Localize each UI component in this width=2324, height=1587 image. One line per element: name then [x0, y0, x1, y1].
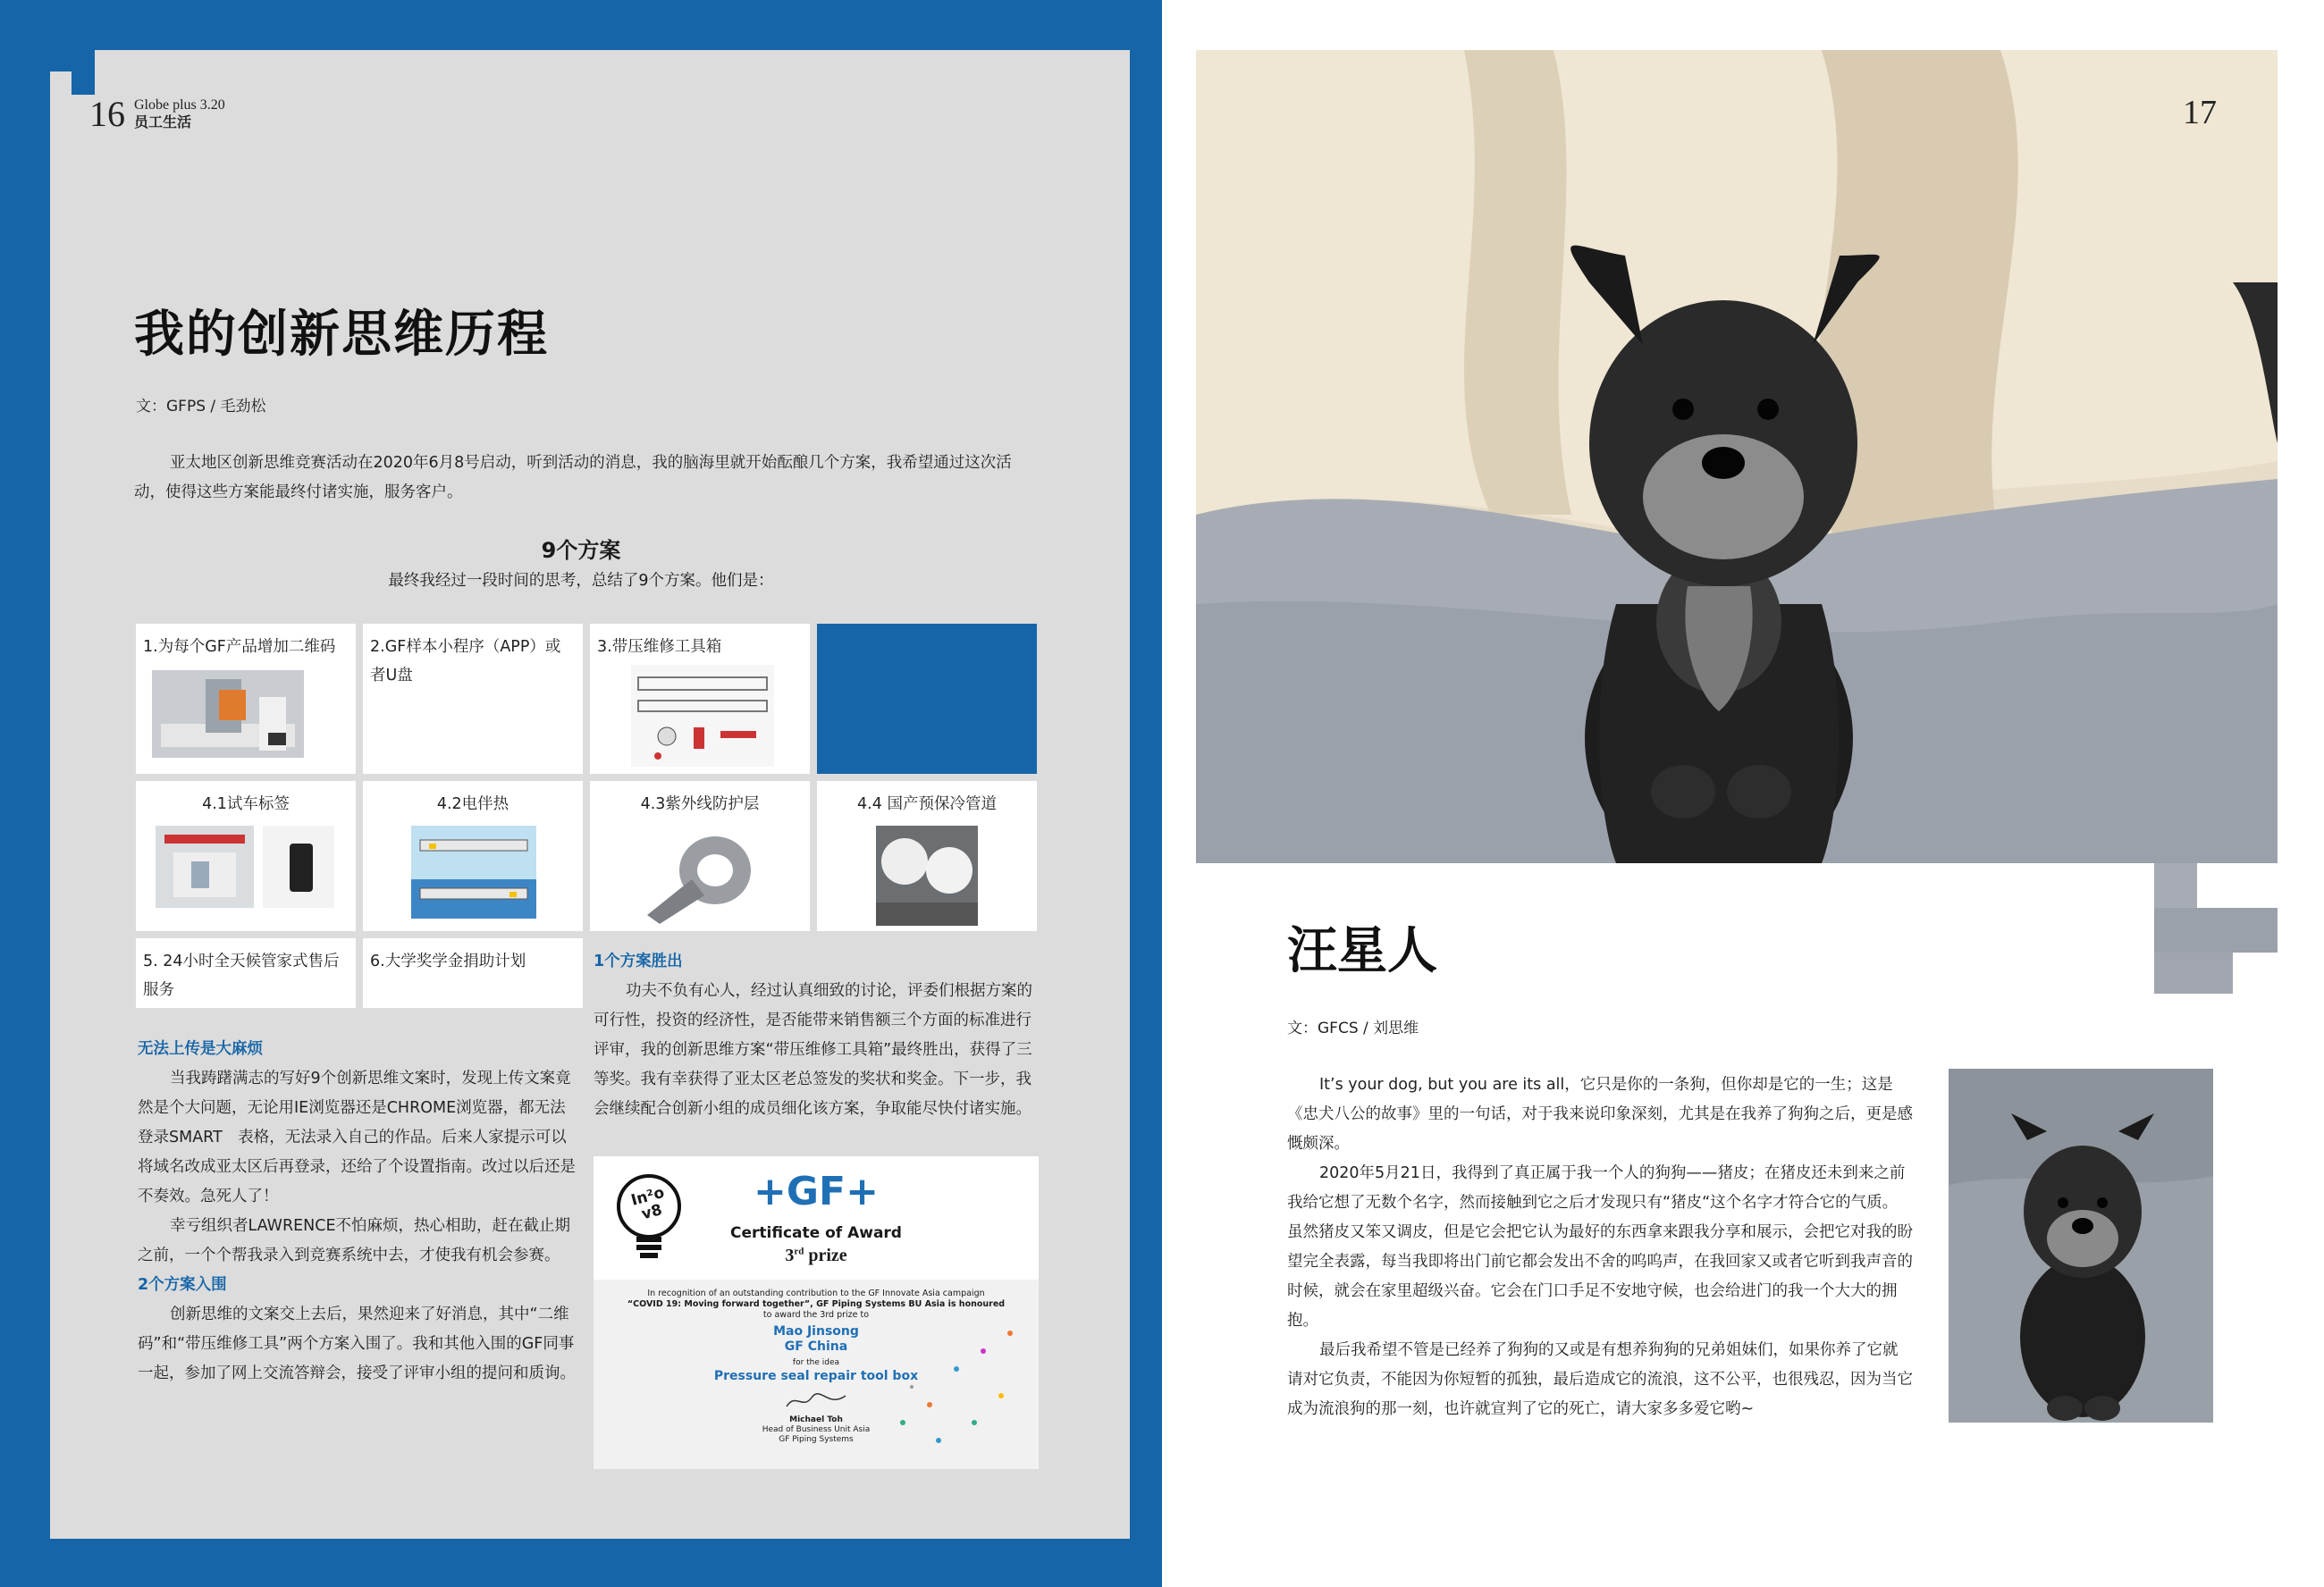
- solution-card-6: [363, 938, 583, 1008]
- dog-small-illustration: [1949, 1069, 2213, 1423]
- solution-card-4-3: [590, 781, 810, 931]
- solution-card-4-4: [817, 781, 1037, 931]
- solution-label: 1.为每个GF产品增加二维码: [143, 638, 336, 656]
- solution-label: 4.1试车标签: [202, 795, 290, 813]
- solutions-heading: 9个方案: [541, 538, 621, 563]
- section-name: 员工生活: [134, 115, 192, 130]
- recipient-company: GF China: [784, 1339, 848, 1354]
- prize-word: prize: [808, 1246, 847, 1265]
- article-title-left: 我的创新思维历程: [134, 305, 549, 364]
- dog-photo-main: [1196, 50, 2278, 863]
- heat-tracing-diagram: [411, 826, 536, 919]
- intro-paragraph: 亚太地区创新思维竞赛活动在2020年6月8号启动，听到活动的消息，我的脑海里就开始酝酿几个方案，我希望通过这次活动，使得这些方案能最终付诸实施，服务客户。: [134, 454, 1012, 501]
- corner-plus-notch: [50, 71, 72, 95]
- paragraph-3: 最后我希望不管是已经养了狗狗的又或是有想养狗狗的兄弟姐妹们，如果你养了它就请对它负责，不能因为你短暂的孤独，最后造成它的流浪，这不公平，也很残忍，因为当它成为流浪狗的那一刻，也许就宣判了它的死亡，请大家多多爱它哟~: [1287, 1341, 1913, 1418]
- plus-cutout-arm: [2154, 908, 2278, 953]
- winner-section: [594, 947, 1037, 1124]
- solution-label: 4.4 国产预保冷管道: [857, 795, 997, 813]
- winner-heading: 1个方案胜出: [594, 953, 683, 970]
- gf-logo: +GF+: [754, 1169, 879, 1214]
- citation-line-3: to award the 3rd prize to: [762, 1310, 870, 1320]
- solution-card-2: [363, 624, 583, 774]
- solution-label: 6.大学奖学金捐助计划: [370, 953, 526, 970]
- upload-section: [138, 1035, 579, 1389]
- publication-name: Globe plus 3.20: [134, 97, 225, 113]
- solution-label: 2.GF样本小程序（APP）或者U盘: [370, 638, 561, 684]
- shortlist-heading: 2个方案入围: [138, 1276, 227, 1294]
- upload-paragraph-2: 幸亏组织者LAWRENCE不怕麻烦，热心相助，赶在截止期之前，一个个帮我录入到竞赛系统中去，才使我有机会参赛。: [138, 1217, 571, 1264]
- signature-icon: [785, 1390, 847, 1412]
- signer-name: Michael Toh: [789, 1415, 843, 1424]
- plus-cutout-stem: [2154, 953, 2233, 994]
- citation-line-1: In recognition of an outstanding contribution to the GF Innovate Asia campaign: [647, 1289, 985, 1298]
- winner-paragraph: 功夫不负有心人，经过认真细致的讨论，评委们根据方案的可行性，投资的经济性，是否能带来销售额三个方面的标准进行评审，我的创新思维方案“带压维修工具箱”最终胜出，获得了三等奖。我有幸获得了亚太区老总签发的奖状和奖金。下一步，我会继续配合创新小组的成员细化该方案，争取能尽快付诸实施。: [594, 982, 1032, 1118]
- dog-illustration: [1196, 50, 2278, 863]
- page-number-right: 17: [2183, 94, 2217, 131]
- solution-card-5: [136, 938, 356, 1008]
- certificate-citation: [620, 1289, 1012, 1321]
- solution-card-3: [590, 624, 810, 774]
- prize-suffix: rd: [794, 1246, 804, 1257]
- certificate-title: Certificate of Award: [730, 1224, 902, 1242]
- solution-label: 4.3紫外线防护层: [640, 795, 760, 813]
- paragraph-2: 2020年5月21日，我得到了真正属于我一个人的狗狗——猪皮；在猪皮还未到来之前我给它想了无数个名字，然而接触到它之后才发现只有“猪皮“这个名字才符合它的气质。虽然猪皮又笨又调皮，但是它会把它认为最好的东西拿来跟我分享和展示，会把它对我的盼望完全表露，每当我即将出门前它都会发出不舍的呜呜声，在我回家又或者它听到我声音的时候，就会在家里超级兴奋。它会在门口手足不安地守候，也会给进门的我一个大大的拥抱。: [1287, 1164, 1913, 1330]
- recipient-name: Mao Jinsong: [773, 1324, 859, 1339]
- signer-title-2: GF Piping Systems: [779, 1435, 854, 1444]
- badge-text: In²o v8: [628, 1183, 667, 1224]
- signer-title-1: Head of Business Unit Asia: [762, 1425, 871, 1434]
- solution-label: 5. 24小时全天候管家式售后服务: [143, 953, 340, 999]
- solution-card-4-2: [363, 781, 583, 931]
- uv-tape-photo: [638, 826, 763, 924]
- solution-label: 3.带压维修工具箱: [597, 638, 722, 656]
- blue-filler-cell: [817, 624, 1037, 774]
- publication-header: [134, 97, 225, 132]
- upload-heading: 无法上传是大麻烦: [138, 1040, 263, 1058]
- qr-product-photo: [152, 670, 304, 758]
- upload-paragraph-1: 当我踌躇满志的写好9个创新思维文案时，发现上传文案竟然是个大问题，无论用IE浏览器还是CHROME浏览器，都无法登录SMART 表格，无法录入自己的作品。后来人家提示可以将域名改成亚太区后再登录，还给了个设置指南。改过以后还是不奏效。急死人了！: [138, 1070, 576, 1205]
- paragraph-1: It’s your dog, but you are its all，它只是你的一条狗，但你却是它的一生；这是《忠犬八公的故事》里的一句话，对于我来说印象深刻，尤其是在我养了狗狗之后，更是感慨颇深。: [1287, 1076, 1913, 1153]
- repair-toolbox-diagram: [631, 665, 774, 767]
- article-title-right: 汪星人: [1287, 921, 1437, 980]
- solution-card-4-1: [136, 781, 356, 931]
- test-label-photo: [156, 826, 334, 911]
- solution-label: 4.2电伴热: [436, 795, 509, 813]
- byline-left: 文：GFPS / 毛劲松: [136, 398, 266, 416]
- shortlist-paragraph: 创新思维的文案交上去后，果然迎来了好消息，其中“二维码”和“带压维修工具”两个方案入围了。我和其他入围的GF同事一起，参加了网上交流答辩会，接受了评审小组的提问和质询。: [138, 1306, 576, 1382]
- pre-insulated-pipe-photo: [876, 826, 978, 926]
- certificate-body: [594, 1280, 1039, 1469]
- solutions-intro: 最终我经过一段时间的思考，总结了9个方案。他们是：: [388, 572, 774, 590]
- for-idea-label: for the idea: [792, 1358, 840, 1367]
- corner-plus-icon-stem: [72, 63, 95, 95]
- idea-title: Pressure seal repair tool box: [713, 1369, 919, 1383]
- dog-photo-small: [1949, 1069, 2213, 1423]
- citation-line-2: “COVID 19: Moving forward together”, GF Piping Systems BU Asia is honoured: [627, 1299, 1006, 1309]
- recipient-block: [594, 1324, 1039, 1355]
- prize-number: 3: [785, 1246, 795, 1265]
- award-certificate: [594, 1156, 1039, 1469]
- photo-cutout-bar: [1196, 863, 2197, 908]
- page-number-left: 16: [89, 94, 125, 134]
- byline-right: 文：GFCS / 刘思维: [1287, 1020, 1419, 1037]
- article-body-right: [1287, 1071, 1913, 1424]
- plus-cutout-icon: [2154, 863, 2197, 908]
- signer-block: [594, 1415, 1039, 1445]
- prize-line: [594, 1246, 1039, 1266]
- solution-card-1: [136, 624, 356, 774]
